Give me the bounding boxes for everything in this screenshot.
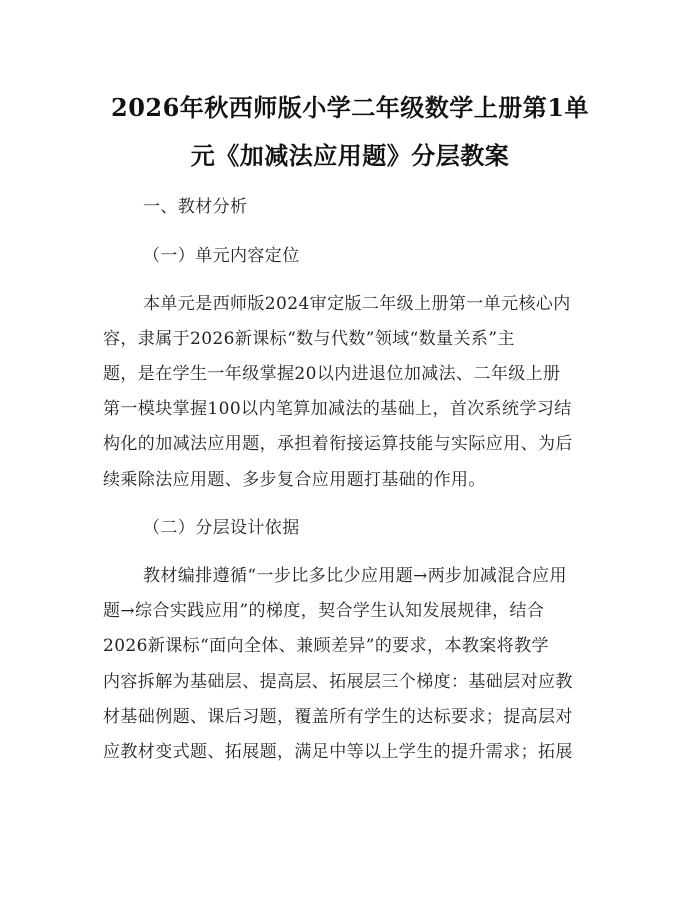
paragraph-line: 内容拆解为基础层、提高层、拓展层三个梯度：基础层对应教 xyxy=(103,672,573,692)
paragraph-line: 2026新课标“面向全体、兼顾差异”的要求，本教案将教学 xyxy=(103,636,549,656)
document-title-line-1: 2026年秋西师版小学二年级数学上册第1单 xyxy=(111,93,589,122)
section-heading-textbook-analysis: 一、教材分析 xyxy=(143,197,248,217)
paragraph-line: 材基础例题、课后习题，覆盖所有学生的达标要求；提高层对 xyxy=(103,707,573,727)
paragraph-line: 容，隶属于2026新课标“数与代数”领域“数量关系”主 xyxy=(103,329,515,349)
subsection-heading-unit-positioning: （一）单元内容定位 xyxy=(143,246,300,266)
document-title-line-2: 元《加减法应用题》分层教案 xyxy=(190,141,510,170)
paragraph-line: 应教材变式题、拓展题，满足中等以上学生的提升需求；拓展 xyxy=(103,742,573,762)
subsection-heading-layered-design-basis: （二）分层设计依据 xyxy=(143,518,300,538)
paragraph-line: 题，是在学生一年级掌握20以内进退位加减法、二年级上册 xyxy=(103,364,561,384)
paragraph-line: 本单元是西师版2024审定版二年级上册第一单元核心内 xyxy=(143,294,571,314)
paragraph-line: 第一模块掌握100以内笔算加减法的基础上，首次系统学习结 xyxy=(103,399,572,419)
paragraph-line: 续乘除法应用题、多步复合应用题打基础的作用。 xyxy=(103,470,486,490)
paragraph-line: 构化的加减法应用题，承担着衔接运算技能与实际应用、为后 xyxy=(103,434,573,454)
paragraph-line: 教材编排遵循“一步比多比少应用题→两步加减混合应用 xyxy=(143,566,567,586)
paragraph-line: 题→综合实践应用”的梯度，契合学生认知发展规律，结合 xyxy=(103,601,545,621)
